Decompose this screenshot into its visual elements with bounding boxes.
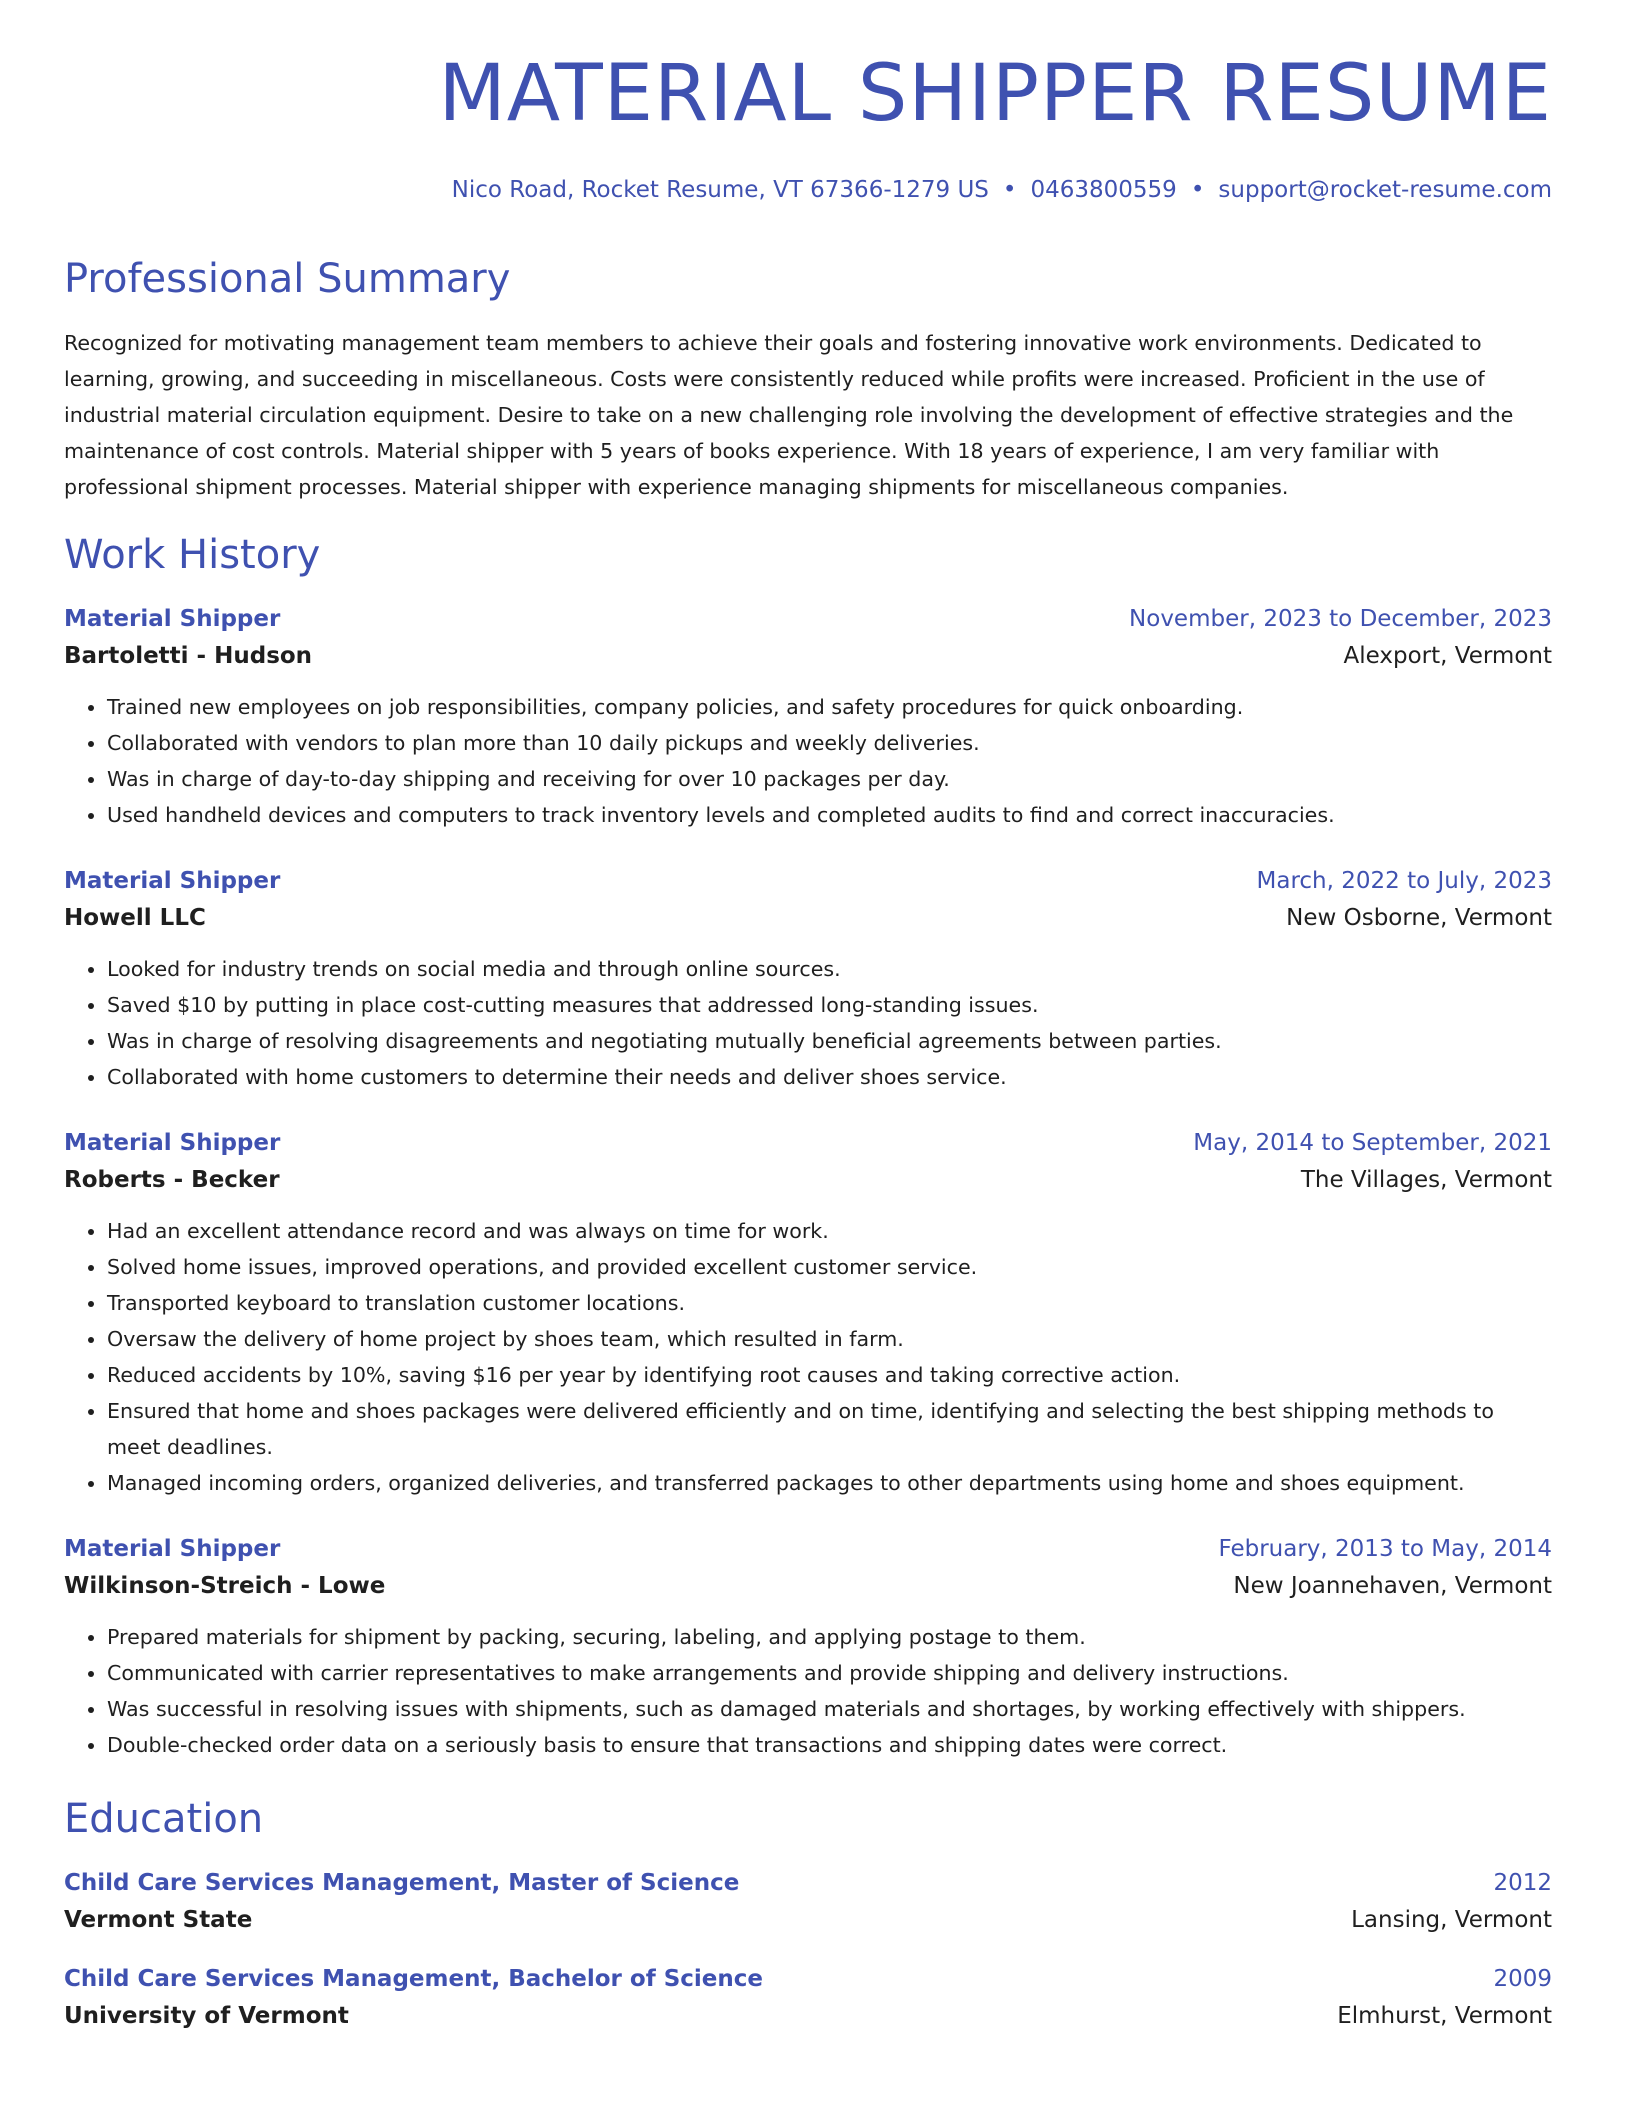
education-entry xyxy=(64,1865,1552,1939)
job-location: Alexport, Vermont xyxy=(1343,643,1552,670)
job-bullet: • Used handheld devices and computers to track inventory levels and completed audits to find and correct inaccuracies. xyxy=(107,797,1552,833)
resume-header xyxy=(64,46,1552,205)
education-degree: Child Care Services Management, Bachelor of Science xyxy=(64,1966,763,1993)
education-heading: Education xyxy=(64,1796,264,1843)
job-location: New Joannehaven, Vermont xyxy=(1233,1573,1552,1600)
job-company: Wilkinson-Streich - Lowe xyxy=(64,1573,386,1600)
job-role: Material Shipper xyxy=(64,868,281,895)
education-school-row xyxy=(64,1997,1552,2035)
contact-separator: • xyxy=(1190,176,1205,203)
job-company: Bartoletti - Hudson xyxy=(64,643,313,670)
job-role: Material Shipper xyxy=(64,1130,281,1157)
education-location: Elmhurst, Vermont xyxy=(1337,2003,1552,2030)
education-year: 2009 xyxy=(1493,1966,1552,1993)
job-company: Roberts - Becker xyxy=(64,1167,280,1194)
job-company-row xyxy=(64,637,1552,675)
job-entry xyxy=(64,1125,1552,1501)
job-company-row xyxy=(64,899,1552,937)
job-role: Material Shipper xyxy=(64,606,281,633)
contact-line xyxy=(64,176,1552,206)
job-location: New Osborne, Vermont xyxy=(1286,905,1552,932)
summary-heading: Professional Summary xyxy=(64,256,511,303)
job-bullets xyxy=(64,689,1552,833)
job-entry xyxy=(64,1531,1552,1763)
contact-separator: • xyxy=(1002,176,1017,203)
job-bullet: • Was in charge of resolving disagreements and negotiating mutually beneficial agreements between parties. xyxy=(107,1023,1552,1059)
job-company-row xyxy=(64,1161,1552,1199)
education-school: Vermont State xyxy=(64,1907,253,1934)
job-bullet: • Saved $10 by putting in place cost-cutting measures that addressed long-standing issues. xyxy=(107,987,1552,1023)
resume-title: MATERIAL SHIPPER RESUME xyxy=(438,49,1552,139)
job-bullet: • Transported keyboard to translation customer locations. xyxy=(107,1285,1552,1321)
education-entry xyxy=(64,1961,1552,2035)
education-header-row xyxy=(64,1961,1552,1997)
job-bullet: • Had an excellent attendance record and was always on time for work. xyxy=(107,1213,1552,1249)
job-dates: May, 2014 to September, 2021 xyxy=(1193,1130,1552,1157)
contact-phone: 0463800559 xyxy=(1030,176,1177,203)
job-bullet: • Was successful in resolving issues with shipments, such as damaged materials and shortages, by working effectively with shippers. xyxy=(107,1691,1552,1727)
job-location: The Villages, Vermont xyxy=(1300,1167,1552,1194)
job-bullet: • Reduced accidents by 10%, saving $16 per year by identifying root causes and taking corrective action. xyxy=(107,1357,1552,1393)
education-header-row xyxy=(64,1865,1552,1901)
job-bullet: • Trained new employees on job responsibilities, company policies, and safety procedures for quick onboarding. xyxy=(107,689,1552,725)
education-school-row xyxy=(64,1901,1552,1939)
education-degree: Child Care Services Management, Master of Science xyxy=(64,1870,740,1897)
job-header-row xyxy=(64,1531,1552,1567)
job-entry xyxy=(64,601,1552,833)
job-bullet: • Double-checked order data on a seriously basis to ensure that transactions and shipping dates were correct. xyxy=(107,1727,1552,1763)
job-bullet: • Looked for industry trends on social media and through online sources. xyxy=(107,951,1552,987)
job-dates: November, 2023 to December, 2023 xyxy=(1129,606,1552,633)
job-header-row xyxy=(64,601,1552,637)
job-header-row xyxy=(64,1125,1552,1161)
job-bullet: • Managed incoming orders, organized deliveries, and transferred packages to other departments using home and shoes equipment. xyxy=(107,1465,1552,1501)
work-history-heading: Work History xyxy=(64,532,321,579)
job-company: Howell LLC xyxy=(64,905,206,932)
job-bullet: • Solved home issues, improved operations, and provided excellent customer service. xyxy=(107,1249,1552,1285)
job-bullet: • Ensured that home and shoes packages were delivered efficiently and on time, identifying and selecting the best shipping methods to meet deadlines. xyxy=(107,1393,1552,1465)
job-company-row xyxy=(64,1567,1552,1605)
job-bullet: • Collaborated with vendors to plan more than 10 daily pickups and weekly deliveries. xyxy=(107,725,1552,761)
education-location: Lansing, Vermont xyxy=(1351,1907,1552,1934)
job-dates: February, 2013 to May, 2014 xyxy=(1218,1536,1552,1563)
education-school: University of Vermont xyxy=(64,2003,349,2030)
job-entry xyxy=(64,863,1552,1095)
job-bullet: • Oversaw the delivery of home project by shoes team, which resulted in farm. xyxy=(107,1321,1552,1357)
job-bullets xyxy=(64,1619,1552,1763)
job-bullets xyxy=(64,951,1552,1095)
job-bullet: • Prepared materials for shipment by packing, securing, labeling, and applying postage to them. xyxy=(107,1619,1552,1655)
education-year: 2012 xyxy=(1493,1870,1552,1897)
summary-text: Recognized for motivating management team members to achieve their goals and fostering innovative work environments. Dedicated to learning, growing, and succeeding in miscellaneous. Costs were consistently reduced while profits were increased. Proficient in the use of industrial material circulation equipment. Desire to take on a new challenging role involving the development of effective strategies and the maintenance of cost controls. Material shipper with 5 years of books experience. With 18 years of experience, I am very familiar with professional shipment processes. Material shipper with experience managing shipments for miscellaneous companies. xyxy=(64,331,1514,500)
job-bullets xyxy=(64,1213,1552,1501)
job-dates: March, 2022 to July, 2023 xyxy=(1256,868,1552,895)
contact-address: Nico Road, Rocket Resume, VT 67366-1279 US xyxy=(451,176,989,203)
contact-email[interactable]: support@rocket-resume.com xyxy=(1218,176,1552,203)
job-bullet: • Collaborated with home customers to determine their needs and deliver shoes service. xyxy=(107,1059,1552,1095)
job-bullet: • Communicated with carrier representatives to make arrangements and provide shipping and delivery instructions. xyxy=(107,1655,1552,1691)
job-bullet: • Was in charge of day-to-day shipping and receiving for over 10 packages per day. xyxy=(107,761,1552,797)
job-header-row xyxy=(64,863,1552,899)
job-role: Material Shipper xyxy=(64,1536,281,1563)
